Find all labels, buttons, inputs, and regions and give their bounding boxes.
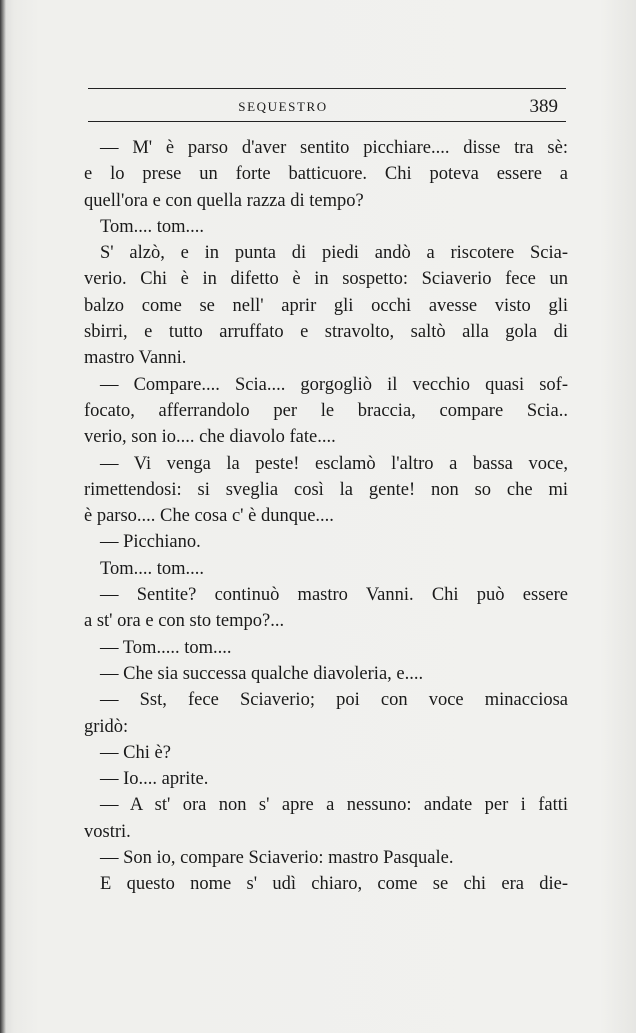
text-line: mastro Vanni. xyxy=(84,348,187,369)
header-top-rule xyxy=(88,88,566,89)
text-line: è parso.... Che cosa c' è dunque.... xyxy=(84,506,334,527)
text-line: — Che sia successa qualche diavoleria, e.... xyxy=(100,663,424,684)
text-line: Tom.... tom.... xyxy=(100,558,205,579)
text-line: verio, son io.... che diavolo fate.... xyxy=(84,427,336,448)
text-line: S' alzò, e in punta di piedi andò a riscotere Scia- xyxy=(100,243,568,264)
text-line: — Son io, compare Sciaverio: mastro Pasquale. xyxy=(100,848,454,869)
running-title: SEQUESTRO xyxy=(238,99,328,114)
text-line: — A st' ora non s' apre a nessuno: andate per i fatti xyxy=(100,795,568,816)
text-line: focato, afferrandolo per le braccia, compare Scia.. xyxy=(84,400,568,421)
text-line: — Sst, fece Sciaverio; poi con voce minacciosa xyxy=(100,690,568,711)
text-line: a st' ora e con sto tempo?... xyxy=(84,611,285,632)
text-line: gridò: xyxy=(84,716,129,737)
body-text xyxy=(84,135,568,898)
page-spine-shadow xyxy=(0,0,6,1033)
running-header xyxy=(88,88,568,124)
text-line: rimettendosi: si sveglia così la gente! non so che mi xyxy=(84,479,568,500)
text-line: — Compare.... Scia.... gorgogliò il vecchio quasi sof- xyxy=(100,374,568,395)
text-line: — Io.... aprite. xyxy=(100,769,209,790)
text-line: — Picchiano. xyxy=(100,532,201,553)
text-line: Tom.... tom.... xyxy=(100,216,205,237)
text-line: — Vi venga la peste! esclamò l'altro a bassa voce, xyxy=(100,453,568,474)
text-line: quell'ora e con quella razza di tempo? xyxy=(84,190,364,211)
text-line: e lo prese un forte batticuore. Chi poteva essere a xyxy=(84,164,568,185)
page-number: 389 xyxy=(529,96,558,117)
header-bottom-rule xyxy=(88,121,566,122)
text-line: verio. Chi è in difetto è in sospetto: Sciaverio fece un xyxy=(84,269,568,290)
text-line: — Sentite? continuò mastro Vanni. Chi può essere xyxy=(100,585,568,606)
text-line: — Chi è? xyxy=(100,742,171,763)
text-line: sbirri, e tutto arruffato e stravolto, saltò alla gola di xyxy=(84,322,568,343)
text-line: E questo nome s' udì chiaro, come se chi era die- xyxy=(100,874,568,895)
text-line: vostri. xyxy=(84,821,131,842)
text-line: — M' è parso d'aver sentito picchiare.... disse tra sè: xyxy=(100,138,568,158)
text-line: balzo come se nell' aprir gli occhi avesse visto gli xyxy=(84,295,568,316)
text-line: — Tom..... tom.... xyxy=(100,637,232,658)
